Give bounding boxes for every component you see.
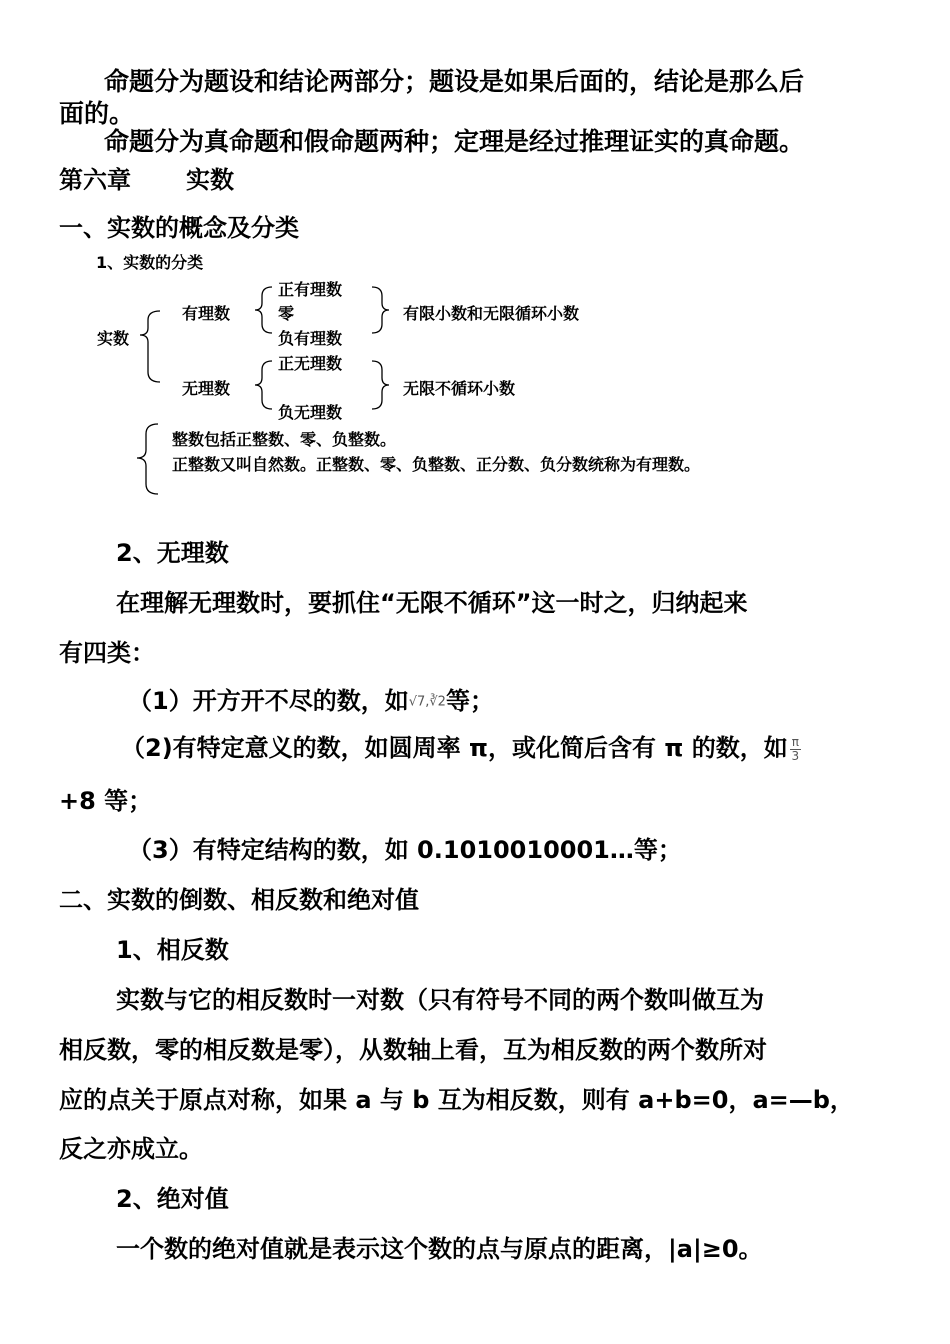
brace-rational-desc [372,287,389,333]
brace-rational [255,287,272,333]
section-heading-reciprocal: 二、实数的倒数、相反数和绝对值 [59,886,419,914]
subsection-absolute: 2、绝对值 [116,1185,229,1213]
diagram-neg-irrational: 负无理数 [278,403,343,422]
classification-braces [0,0,950,520]
irrational-item-1 [128,681,494,716]
fraction-pi-over-3 [790,736,801,763]
brace-notes [137,424,158,494]
chapter-number: 第六章 [59,166,131,194]
brace-irrational [255,361,272,409]
irrational-intro-line2: 有四类： [59,639,155,667]
irrational-item-2-cont: +8 等； [59,787,153,815]
diagram-irrational-desc: 无限不循环小数 [403,379,516,398]
diagram-root: 实数 [97,329,130,348]
diagram-pos-irrational: 正无理数 [278,354,343,373]
subsection-opposite: 1、相反数 [116,936,229,964]
diagram-pos-rational: 正有理数 [278,280,343,299]
opposite-line3: 应的点关于原点对称，如果 a 与 b 互为相反数，则有 a+b=0，a=—b， [59,1086,854,1114]
opposite-line4: 反之亦成立。 [59,1135,203,1163]
subsection-classification: 1、实数的分类 [96,253,204,272]
item1-text: （1）开方开不尽的数，如 [128,687,409,715]
section-heading-concept: 一、实数的概念及分类 [59,214,299,242]
diagram-zero: 零 [278,304,295,323]
irrational-item-2 [121,728,801,763]
chapter-title: 实数 [186,166,234,194]
paragraph-proposition-line1: 命题分为题设和结论两部分；题设是如果后面的，结论是那么后 [104,67,805,96]
diagram-note-natural: 正整数又叫自然数。正整数、零、负整数、正分数、负分数统称为有理数。 [172,455,701,474]
item1-end: 等； [445,687,494,715]
paragraph-true-false: 命题分为真命题和假命题两种；定理是经过推理证实的真命题。 [104,127,805,156]
fraction-denominator: 3 [791,748,800,763]
irrational-item-3: （3）有特定结构的数，如 0.1010010001…等； [128,836,682,864]
diagram-irrational: 无理数 [182,379,231,398]
diagram-neg-rational: 负有理数 [278,329,343,348]
paragraph-proposition-line2: 面的。 [59,99,135,128]
absolute-line1: 一个数的绝对值就是表示这个数的点与原点的距离，|a|≥0。 [116,1235,763,1263]
brace-irrational-desc [372,361,389,409]
fraction-numerator: π [791,734,799,749]
irrational-intro-line1: 在理解无理数时，要抓住“无限不循环”这一时之，归纳起来 [116,589,748,617]
subsection-irrational: 2、无理数 [116,539,229,567]
diagram-rational: 有理数 [182,304,231,323]
diagram-rational-desc: 有限小数和无限循环小数 [403,304,580,323]
diagram-note-integers: 整数包括正整数、零、负整数。 [172,430,397,449]
item1-math: √7,∛2 [408,694,446,710]
brace-real [140,311,160,382]
opposite-line1: 实数与它的相反数时一对数（只有符号不同的两个数叫做互为 [116,986,764,1014]
item2-text: （2)有特定意义的数，如圆周率 π，或化简后含有 π 的数，如 [121,734,788,762]
opposite-line2: 相反数，零的相反数是零），从数轴上看，互为相反数的两个数所对 [59,1036,767,1064]
